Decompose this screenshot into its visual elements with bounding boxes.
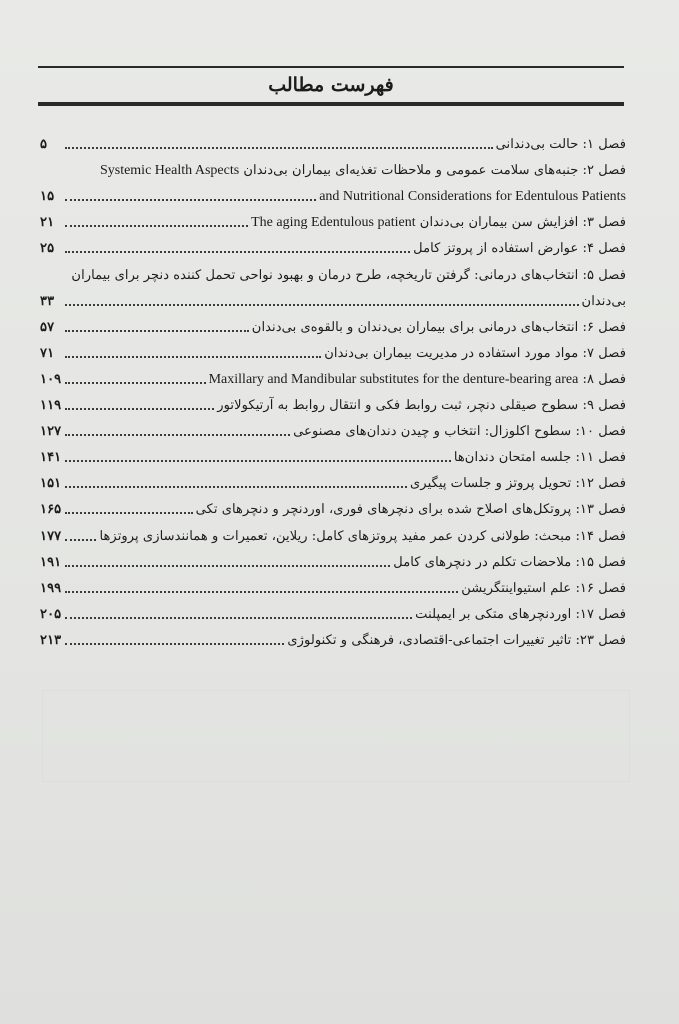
entry-title: فصل ۷: مواد مورد استفاده در مدیریت بیماران بی‌دندان — [324, 345, 626, 361]
entry-title: فصل ۱۱: جلسه امتحان دندان‌ها — [453, 450, 626, 466]
title-underline — [38, 102, 624, 106]
page-number: ۱۷۷ — [40, 528, 62, 544]
top-rule — [38, 66, 624, 68]
leader-dots — [65, 591, 458, 593]
entry-title: فصل ۱۰: سطوح اکلوزال: انتخاب و چیدن دندان‌های مصنوعی — [293, 424, 626, 440]
toc-entry — [40, 572, 626, 598]
entry-title: فصل ۱۲: تحویل پروتز و جلسات پیگیری — [409, 476, 626, 492]
toc-entry — [40, 128, 626, 154]
bleed-through-area — [42, 690, 630, 782]
toc-entry — [40, 258, 626, 284]
page-number: ۲۱۳ — [40, 632, 62, 648]
toc-entry — [40, 467, 626, 493]
leader-dots — [65, 225, 248, 227]
leader-dots — [65, 330, 249, 332]
page-number: ۱۵۱ — [40, 476, 62, 492]
entry-english-title: Systemic Health Aspects — [99, 163, 240, 179]
page-title: فهرست مطالب — [268, 74, 394, 96]
entry-english-title: Maxillary and Mandibular substitutes for the denture-bearing area — [208, 371, 579, 387]
page-number: ۵۷ — [40, 319, 55, 335]
entry-title: فصل ۸: Maxillary and Mandibular substitutes for the denture-bearing area — [208, 371, 626, 387]
leader-dots — [65, 512, 193, 514]
page-number: ۱۹۹ — [40, 580, 62, 596]
leader-dots — [65, 147, 493, 149]
toc-entry — [40, 337, 626, 363]
entry-title: فصل ۶: انتخاب‌های درمانی برای بیماران بی‌دندان و بالقوه‌ی بی‌دندان — [251, 319, 626, 335]
entry-title: فصل ۵: انتخاب‌های درمانی: گرفتن تاریخچه، طرح درمان و بهبود نواحی تحمل کننده دنچر برای بیماران — [71, 267, 626, 283]
leader-dots — [65, 434, 290, 436]
entry-english-title: The aging Edentulous patient — [251, 215, 416, 231]
toc-entry — [40, 624, 626, 650]
leader-dots — [65, 539, 96, 541]
page-number: ۱۴۱ — [40, 450, 62, 466]
toc-entry — [40, 363, 626, 389]
page-number: ۲۱ — [40, 215, 55, 231]
leader-dots — [65, 565, 390, 567]
entry-title: فصل ۱۵: ملاحضات تکلم در دنچرهای کامل — [393, 554, 626, 570]
leader-dots — [65, 199, 316, 201]
entry-title: فصل ۱۴: مبحث: طولانی کردن عمر مفید پروتزهای کامل: ریلاین، تعمیرات و همانندسازی پروتزها — [99, 528, 626, 544]
toc-entry — [40, 206, 626, 232]
page-number: ۱۲۷ — [40, 424, 62, 440]
page-number: ۲۰۵ — [40, 606, 62, 622]
leader-dots — [65, 408, 214, 410]
leader-dots — [65, 356, 321, 358]
page-number: ۱۵ — [40, 189, 55, 205]
leader-dots — [65, 643, 284, 645]
leader-dots — [65, 251, 410, 253]
leader-dots — [65, 460, 451, 462]
page-number: ۵ — [40, 137, 48, 153]
leader-dots — [65, 617, 412, 619]
entry-continuation: بی‌دندان — [581, 293, 626, 309]
entry-continuation: and Nutritional Considerations for Edentulous Patients — [319, 189, 626, 205]
entry-title: فصل ۱۳: پروتکل‌های اصلاح شده برای دنچرهای فوری، اوردنچر و دنچرهای تکی — [195, 502, 626, 518]
toc-entry — [40, 519, 626, 545]
entry-title: فصل ۴: عوارض استفاده از پروتز کامل — [413, 241, 626, 257]
toc-entry — [40, 389, 626, 415]
toc-entry — [40, 598, 626, 624]
toc-entry-continuation — [40, 285, 626, 311]
leader-dots — [65, 486, 407, 488]
entry-title: فصل ۱: حالت بی‌دندانی — [495, 137, 626, 153]
entry-title: فصل ۲: جنبه‌های سلامت عمومی و ملاحظات تغذیه‌ای بیماران بی‌دندان Systemic Health Aspects — [99, 163, 626, 179]
entry-title: فصل ۲۳: تاثیر تغییرات اجتماعی-اقتصادی، فرهنگی و تکنولوژی — [287, 632, 626, 648]
page-number: ۱۶۵ — [40, 502, 62, 518]
page-number: ۱۹۱ — [40, 554, 62, 570]
toc-entry — [40, 441, 626, 467]
page-number: ۷۱ — [40, 345, 55, 361]
entry-title: فصل ۳: افزایش سن بیماران بی‌دندان The aging Edentulous patient — [251, 215, 626, 231]
page-number: ۱۱۹ — [40, 398, 62, 414]
toc-entry-continuation — [40, 180, 626, 206]
table-of-contents — [40, 128, 626, 650]
toc-entry — [40, 154, 626, 180]
leader-dots — [65, 382, 206, 384]
toc-entry — [40, 415, 626, 441]
toc-entry — [40, 232, 626, 258]
page-number: ۱۰۹ — [40, 371, 62, 387]
leader-dots — [65, 304, 579, 306]
toc-entry — [40, 311, 626, 337]
page-number: ۳۳ — [40, 293, 55, 309]
page-number: ۲۵ — [40, 241, 55, 257]
entry-title: فصل ۹: سطوح صیقلی دنچر، ثبت روابط فکی و انتقال روابط به آرتیکولاتور — [217, 398, 626, 414]
toc-entry — [40, 493, 626, 519]
entry-title: فصل ۱۷: اوردنچرهای متکی بر ایمپلنت — [415, 606, 626, 622]
entry-title: فصل ۱۶: علم استیواینتگریشن — [461, 580, 626, 596]
toc-entry — [40, 546, 626, 572]
